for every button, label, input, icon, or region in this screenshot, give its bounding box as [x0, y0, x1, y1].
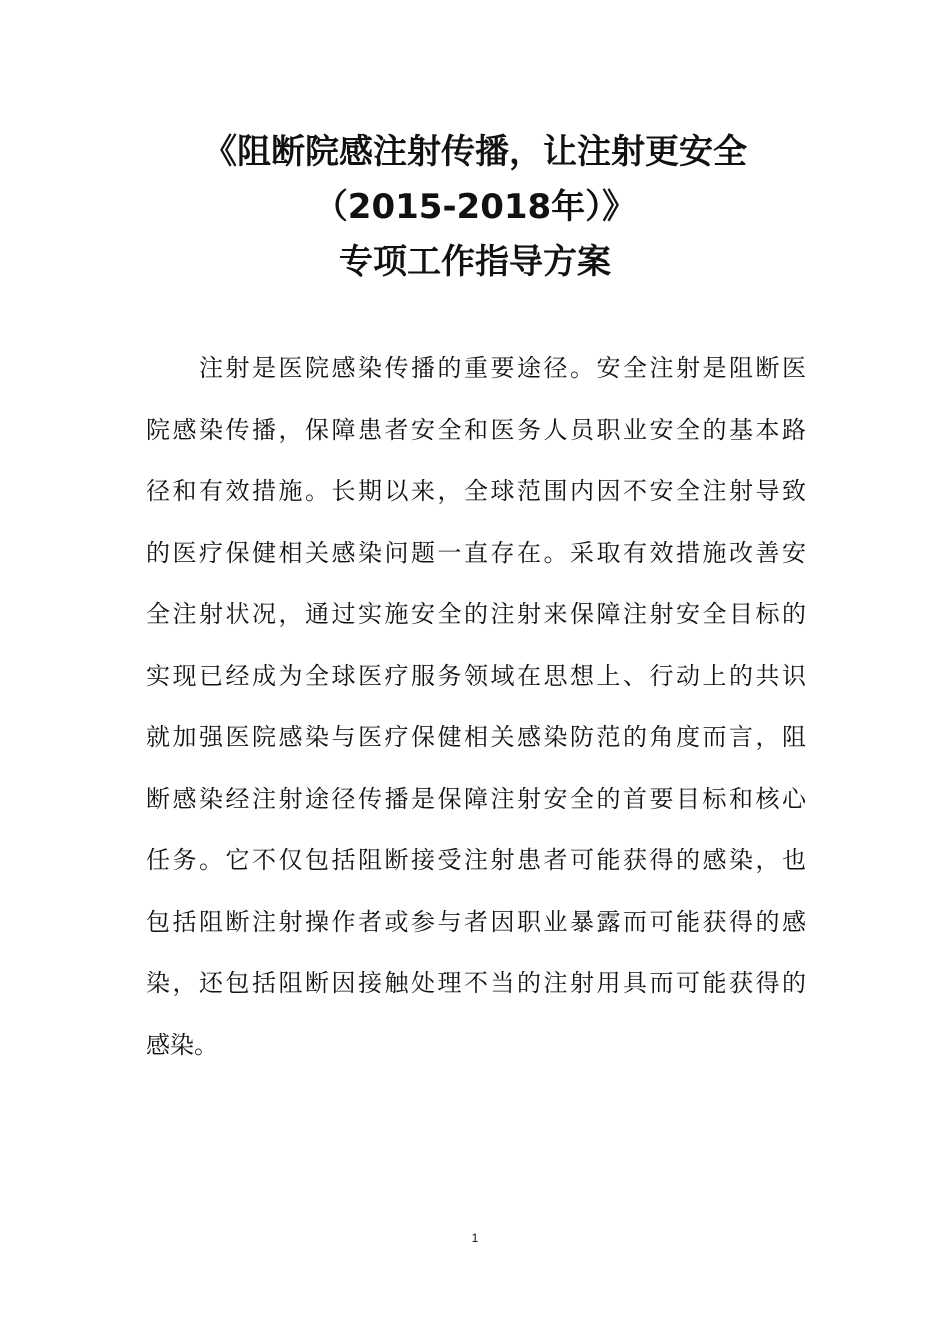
body-line: 包括阻断注射操作者或参与者因职业暴露而可能获得的感 — [146, 907, 806, 936]
body-line: 径和有效措施。长期以来，全球范围内因不安全注射导致 — [146, 477, 806, 505]
body-line: 染，还包括阻断因接触处理不当的注射用具而可能获得的 — [146, 969, 806, 997]
body-line: 就加强医院感染与医疗保健相关感染防范的角度而言，阻 — [146, 723, 806, 751]
title-line-1: 《阻断院感注射传播，让注射更安全 — [203, 132, 747, 172]
body-line: 的医疗保健相关感染问题一直存在。采取有效措施改善安 — [146, 538, 806, 567]
body-line: 断感染经注射途径传播是保障注射安全的首要目标和核心 — [146, 784, 806, 813]
body-line: 感染。 — [146, 1030, 218, 1059]
title-line-3: 专项工作指导方案 — [339, 242, 611, 282]
title-line-2: （2015-2018年）》 — [313, 187, 637, 227]
document-title — [0, 125, 950, 290]
body-line: 注射是医院感染传播的重要途径。安全注射是阻断医 — [146, 354, 806, 382]
body-line: 全注射状况，通过实施安全的注射来保障注射安全目标的 — [146, 600, 806, 628]
body-line: 实现已经成为全球医疗服务领域在思想上、行动上的共识 — [146, 661, 806, 690]
body-paragraph — [146, 338, 806, 1076]
body-line: 院感染传播，保障患者安全和医务人员职业安全的基本路 — [146, 415, 806, 444]
body-line: 任务。它不仅包括阻断接受注射患者可能获得的感染，也 — [146, 846, 806, 874]
page-number: 1 — [471, 1231, 479, 1245]
